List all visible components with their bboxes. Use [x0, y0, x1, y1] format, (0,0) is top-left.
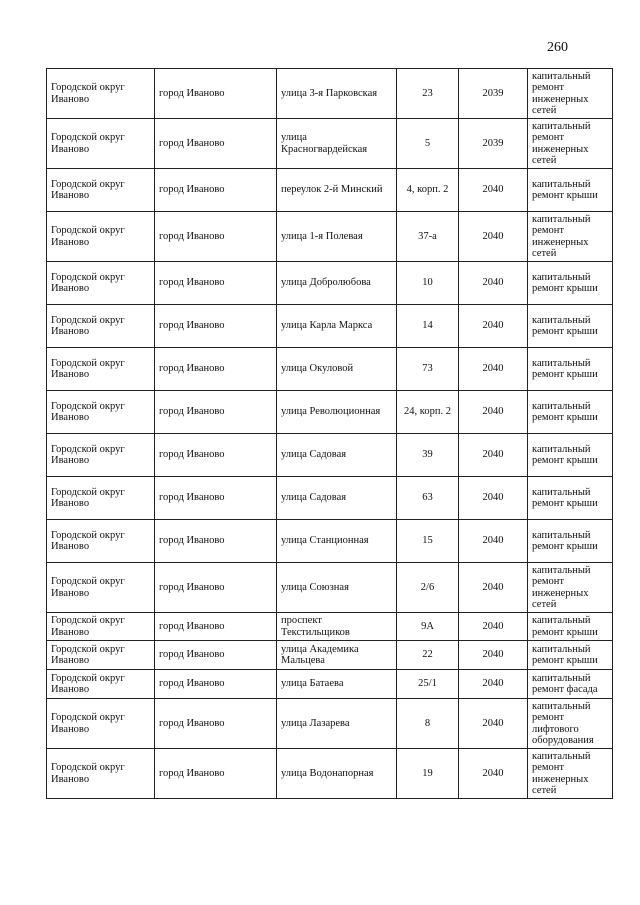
work-type-cell: капитальный ремонт инженерных сетей — [528, 212, 613, 262]
district-cell: Городской округ Иваново — [47, 613, 155, 641]
district-cell: Городской округ Иваново — [47, 69, 155, 119]
table-row — [47, 169, 613, 212]
year-cell: 2040 — [459, 641, 528, 670]
city-cell: город Иваново — [155, 613, 277, 641]
work-type-cell: капитальный ремонт инженерных сетей — [528, 563, 613, 613]
city-cell: город Иваново — [155, 563, 277, 613]
year-cell: 2040 — [459, 262, 528, 305]
work-type-cell: капитальный ремонт крыши — [528, 262, 613, 305]
house-number-cell: 4, корп. 2 — [397, 169, 459, 212]
table-row — [47, 434, 613, 477]
year-cell: 2040 — [459, 520, 528, 563]
table-row — [47, 613, 613, 641]
house-number-cell: 10 — [397, 262, 459, 305]
district-cell: Городской округ Иваново — [47, 477, 155, 520]
year-cell: 2040 — [459, 563, 528, 613]
year-cell: 2040 — [459, 749, 528, 799]
street-cell: улица Водонапорная — [277, 749, 397, 799]
work-type-cell: капитальный ремонт лифтового оборудования — [528, 699, 613, 749]
table-row — [47, 477, 613, 520]
district-cell: Городской округ Иваново — [47, 749, 155, 799]
street-cell: улица Батаева — [277, 670, 397, 699]
house-number-cell: 25/1 — [397, 670, 459, 699]
work-type-cell: капитальный ремонт крыши — [528, 305, 613, 348]
house-number-cell: 9А — [397, 613, 459, 641]
table-row — [47, 212, 613, 262]
house-number-cell: 24, корп. 2 — [397, 391, 459, 434]
work-type-cell: капитальный ремонт крыши — [528, 348, 613, 391]
street-cell: улица Станционная — [277, 520, 397, 563]
district-cell: Городской округ Иваново — [47, 391, 155, 434]
work-type-cell: капитальный ремонт крыши — [528, 520, 613, 563]
district-cell: Городской округ Иваново — [47, 699, 155, 749]
street-cell: улица 3-я Парковская — [277, 69, 397, 119]
house-number-cell: 22 — [397, 641, 459, 670]
year-cell: 2040 — [459, 477, 528, 520]
city-cell: город Иваново — [155, 169, 277, 212]
district-cell: Городской округ Иваново — [47, 305, 155, 348]
street-cell: улица Красногвардейская — [277, 119, 397, 169]
street-cell: улица Садовая — [277, 434, 397, 477]
house-number-cell: 23 — [397, 69, 459, 119]
work-type-cell: капитальный ремонт инженерных сетей — [528, 119, 613, 169]
street-cell: улица Садовая — [277, 477, 397, 520]
table-row — [47, 520, 613, 563]
city-cell: город Иваново — [155, 670, 277, 699]
work-type-cell: капитальный ремонт крыши — [528, 169, 613, 212]
year-cell: 2039 — [459, 69, 528, 119]
city-cell: город Иваново — [155, 520, 277, 563]
table-row — [47, 391, 613, 434]
district-cell: Городской округ Иваново — [47, 262, 155, 305]
city-cell: город Иваново — [155, 119, 277, 169]
house-number-cell: 5 — [397, 119, 459, 169]
city-cell: город Иваново — [155, 477, 277, 520]
city-cell: город Иваново — [155, 348, 277, 391]
city-cell: город Иваново — [155, 212, 277, 262]
city-cell: город Иваново — [155, 262, 277, 305]
table-row — [47, 262, 613, 305]
house-number-cell: 19 — [397, 749, 459, 799]
district-cell: Городской округ Иваново — [47, 670, 155, 699]
street-cell: улица Академика Мальцева — [277, 641, 397, 670]
street-cell: проспект Текстильщиков — [277, 613, 397, 641]
city-cell: город Иваново — [155, 641, 277, 670]
district-cell: Городской округ Иваново — [47, 434, 155, 477]
city-cell: город Иваново — [155, 305, 277, 348]
page-number: 260 — [547, 40, 568, 55]
year-cell: 2040 — [459, 348, 528, 391]
street-cell: улица Окуловой — [277, 348, 397, 391]
work-type-cell: капитальный ремонт инженерных сетей — [528, 749, 613, 799]
district-cell: Городской округ Иваново — [47, 563, 155, 613]
year-cell: 2040 — [459, 699, 528, 749]
year-cell: 2040 — [459, 212, 528, 262]
work-type-cell: капитальный ремонт крыши — [528, 477, 613, 520]
work-type-cell: капитальный ремонт крыши — [528, 641, 613, 670]
district-cell: Городской округ Иваново — [47, 119, 155, 169]
year-cell: 2039 — [459, 119, 528, 169]
table-row — [47, 749, 613, 799]
district-cell: Городской округ Иваново — [47, 212, 155, 262]
repair-schedule-table — [46, 68, 613, 799]
work-type-cell: капитальный ремонт крыши — [528, 391, 613, 434]
work-type-cell: капитальный ремонт крыши — [528, 434, 613, 477]
table-row — [47, 348, 613, 391]
table-row — [47, 670, 613, 699]
house-number-cell: 14 — [397, 305, 459, 348]
year-cell: 2040 — [459, 169, 528, 212]
street-cell: улица Добролюбова — [277, 262, 397, 305]
house-number-cell: 15 — [397, 520, 459, 563]
table-row — [47, 641, 613, 670]
house-number-cell: 8 — [397, 699, 459, 749]
district-cell: Городской округ Иваново — [47, 520, 155, 563]
table-row — [47, 563, 613, 613]
street-cell: улица 1-я Полевая — [277, 212, 397, 262]
street-cell: улица Союзная — [277, 563, 397, 613]
district-cell: Городской округ Иваново — [47, 348, 155, 391]
year-cell: 2040 — [459, 613, 528, 641]
city-cell: город Иваново — [155, 749, 277, 799]
year-cell: 2040 — [459, 670, 528, 699]
city-cell: город Иваново — [155, 699, 277, 749]
year-cell: 2040 — [459, 391, 528, 434]
district-cell: Городской округ Иваново — [47, 169, 155, 212]
year-cell: 2040 — [459, 434, 528, 477]
table-row — [47, 69, 613, 119]
house-number-cell: 37-а — [397, 212, 459, 262]
year-cell: 2040 — [459, 305, 528, 348]
house-number-cell: 2/6 — [397, 563, 459, 613]
work-type-cell: капитальный ремонт крыши — [528, 613, 613, 641]
city-cell: город Иваново — [155, 391, 277, 434]
house-number-cell: 73 — [397, 348, 459, 391]
house-number-cell: 39 — [397, 434, 459, 477]
street-cell: переулок 2-й Минский — [277, 169, 397, 212]
street-cell: улица Революционная — [277, 391, 397, 434]
city-cell: город Иваново — [155, 69, 277, 119]
work-type-cell: капитальный ремонт инженерных сетей — [528, 69, 613, 119]
table-row — [47, 119, 613, 169]
house-number-cell: 63 — [397, 477, 459, 520]
work-type-cell: капитальный ремонт фасада — [528, 670, 613, 699]
table-row — [47, 699, 613, 749]
street-cell: улица Лазарева — [277, 699, 397, 749]
city-cell: город Иваново — [155, 434, 277, 477]
street-cell: улица Карла Маркса — [277, 305, 397, 348]
district-cell: Городской округ Иваново — [47, 641, 155, 670]
table-row — [47, 305, 613, 348]
